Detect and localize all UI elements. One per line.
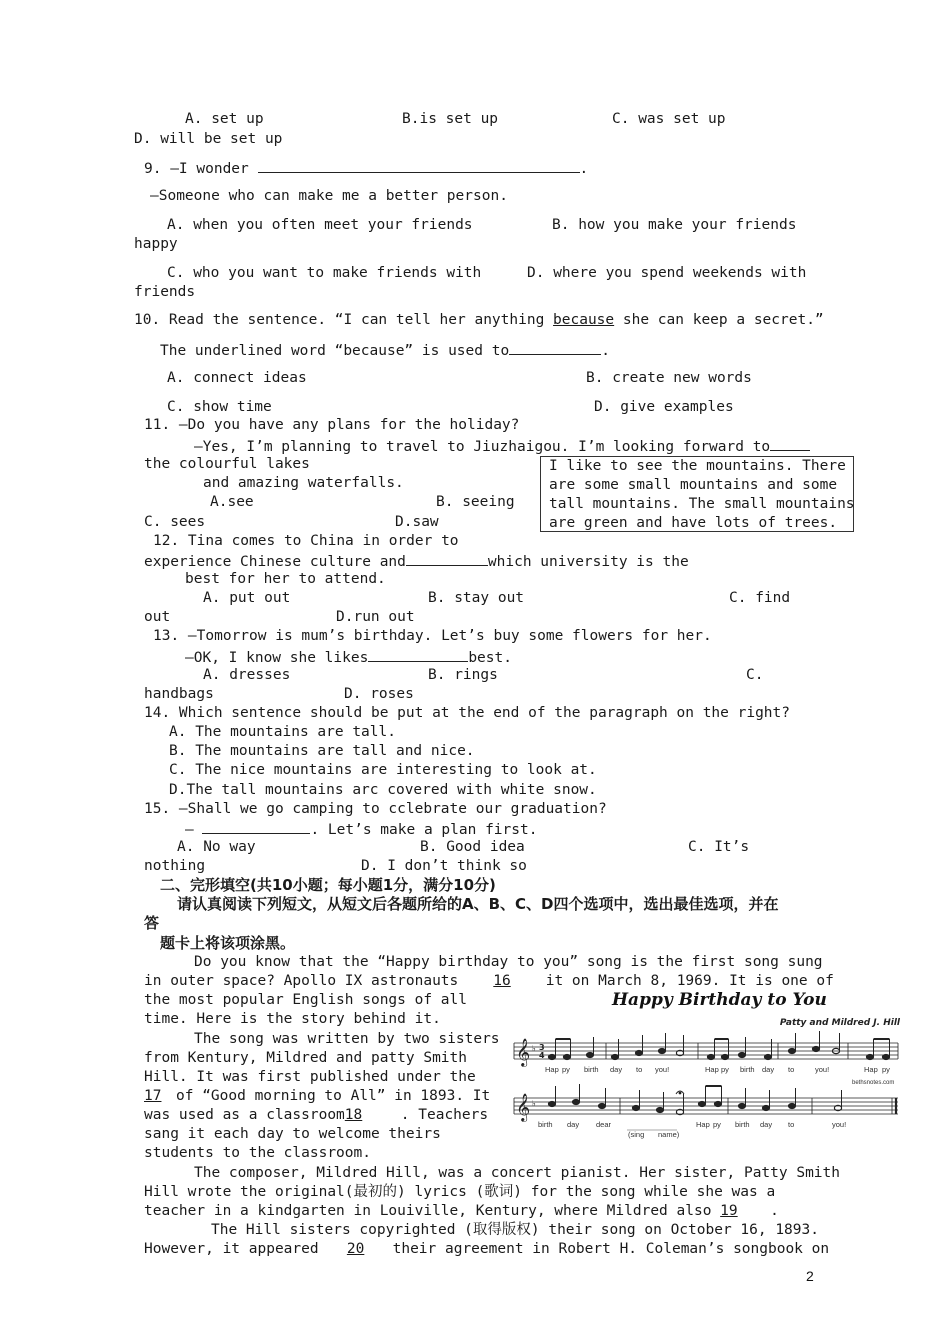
q12-line3: best for her to attend. [185, 571, 386, 587]
lyric-syllable: py [562, 1065, 570, 1074]
q13-option-c-cont: handbags [144, 686, 214, 702]
q11-line3: the colourful lakes [144, 456, 310, 472]
q13-option-b: B. rings [428, 667, 498, 683]
q9-option-b: B. how you make your friends [552, 217, 797, 233]
q9-option-d: D. where you spend weekends with [527, 265, 807, 281]
passage-line: sang it each day to welcome theirs [144, 1126, 441, 1142]
q13-option-a: A. dresses [203, 667, 291, 683]
treble-clef-icon: 𝄞 [516, 1038, 531, 1066]
q12-stem: 12. Tina comes to China in order to [153, 533, 459, 549]
lyric-syllable: birth [584, 1065, 599, 1074]
passage-line: time. Here is the story behind it. [144, 1011, 441, 1027]
q11-option-d: D.saw [395, 514, 439, 530]
lyric-syllable: day [610, 1065, 623, 1074]
q10-option-d: D. give examples [594, 399, 734, 415]
q10-option-b: B. create new words [586, 370, 752, 386]
q9-option-b-cont: happy [134, 236, 178, 252]
lyric-syllable: to [636, 1065, 643, 1074]
passage-line: 17 of “Good morning to All” in 1893. It [144, 1088, 491, 1104]
q15-option-a: A. No way [177, 839, 256, 855]
q10-option-a: A. connect ideas [167, 370, 307, 386]
score-author: Patty and Mildred J. Hill [779, 1018, 900, 1028]
passage-line: teacher in a kindgarten in Louiville, Kentury, where Mildred also 19 . [144, 1203, 779, 1219]
lyric-syllable: (sing [628, 1130, 645, 1139]
passage-line: students to the classroom. [144, 1145, 371, 1161]
q13-stem: 13. —Tomorrow is mum’s birthday. Let’s buy some flowers for her. [153, 628, 712, 644]
q9-answer-blank [258, 158, 580, 173]
passage-line: The song was written by two sisters [194, 1031, 500, 1047]
lyric-syllable: Hap [864, 1065, 878, 1074]
q11-line4: and amazing waterfalls. [203, 475, 404, 491]
q9-option-a: A. when you often meet your friends [167, 217, 473, 233]
q9-reply: —Someone who can make me a better person. [150, 188, 508, 204]
q15-answer-blank [202, 819, 310, 834]
q14-option-a: A. The mountains are tall. [169, 724, 396, 740]
lyric-syllable: to [788, 1065, 795, 1074]
q12-option-c-cont: out [144, 609, 171, 625]
q12-option-d: D.run out [336, 609, 415, 625]
section-heading: 二、完形填空(共10小题；每小题1分，满分10分) [160, 876, 496, 894]
q8-option-d: D. will be set up [134, 131, 283, 147]
lyric-syllable: day [567, 1120, 580, 1129]
q9-stem: 9. —I wonder . [144, 158, 588, 179]
passage-line: The composer, Mildred Hill, was a concert pianist. Her sister, Patty Smith [194, 1165, 841, 1181]
q12-option-b: B. stay out [428, 590, 525, 606]
q12-option-c: C. find [729, 590, 791, 606]
svg-text:3: 3 [539, 1043, 545, 1052]
q14-option-d: D.The tall mountains arc covered with white snow. [169, 782, 597, 798]
passage-line: Hill. It was first published under the [144, 1069, 476, 1085]
lyrics-layer [512, 990, 900, 1140]
q11-answer-blank [770, 436, 810, 451]
box-line: are some small mountains and some [549, 477, 838, 493]
lyric-syllable: birth [740, 1065, 755, 1074]
blank-16: 16 [493, 973, 511, 989]
q9-option-d-cont: friends [134, 284, 196, 300]
q15-option-b: B. Good idea [420, 839, 525, 855]
blank-18: 18 [344, 1107, 363, 1123]
svg-text:♭: ♭ [532, 1099, 536, 1108]
box-line: are green and have lots of trees. [549, 515, 838, 531]
passage-line: The Hill sisters copyrighted (取得版权) their song on October 16, 1893. [211, 1222, 819, 1238]
q9-option-c: C. who you want to make friends with [167, 265, 482, 281]
q11-option-b: B. seeing [436, 494, 515, 510]
q8-option-c: C. was set up [612, 111, 726, 127]
q10-line2: The underlined word “because” is used to . [160, 340, 610, 361]
passage-line: from Kentury, Mildred and patty Smith [144, 1050, 468, 1066]
q8-option-b: B.is set up [402, 111, 499, 127]
q12-option-a: A. put out [203, 590, 291, 606]
q10-answer-blank [509, 340, 601, 355]
passage-line: However, it appeared 20 their agreement in Robert H. Coleman’s songbook on [144, 1241, 830, 1257]
section-instructions-line2: 题卡上将该项涂黑。 [160, 934, 296, 952]
q13-reply: —OK, I know she likes best. [185, 647, 512, 668]
lyric-syllable: py [721, 1065, 729, 1074]
lyric-syllable: Hap [696, 1120, 710, 1129]
lyric-syllable: day [760, 1120, 773, 1129]
lyric-syllable: py [713, 1120, 721, 1129]
svg-text:♭: ♭ [532, 1044, 536, 1053]
q10-option-c: C. show time [167, 399, 272, 415]
q11-reply: —Yes, I’m planning to travel to Jiuzhaigou. I’m looking forward to [194, 436, 810, 457]
q12-line2: experience Chinese culture and which university is the [144, 551, 689, 572]
box-line: I like to see the mountains. There [549, 458, 846, 474]
q11-stem: 11. —Do you have any plans for the holiday? [144, 417, 520, 433]
q15-option-d: D. I don’t think so [361, 858, 527, 874]
passage-line: Hill wrote the original(最初的) lyrics (歌词) for the song while she was a [144, 1184, 776, 1200]
blank-19: 19 [720, 1203, 738, 1219]
blank-17: 17 [144, 1088, 162, 1104]
lyric-syllable: to [788, 1120, 795, 1129]
lyric-syllable: dear [596, 1120, 612, 1129]
lyric-syllable: you! [832, 1120, 847, 1129]
passage-line: Do you know that the “Happy birthday to you” song is the first song sung [194, 954, 823, 970]
q14-option-c: C. The nice mountains are interesting to look at. [169, 762, 597, 778]
lyric-syllable: name) [658, 1130, 680, 1139]
underlined-word: because [553, 312, 615, 328]
section-instructions-cont: 答 [144, 914, 160, 932]
passage-line: the most popular English songs of all [144, 992, 468, 1008]
lyric-syllable: Hap [545, 1065, 559, 1074]
q15-option-c-cont: nothing [144, 858, 206, 874]
q13-option-c: C. [746, 667, 764, 683]
q15-option-c: C. It’s [688, 839, 750, 855]
sheet-music-image [512, 990, 900, 1140]
section-instructions: 请认真阅读下列短文，从短文后各题所给的A、B、C、D四个选项中，选出最佳选项，并在 [177, 895, 779, 913]
passage-line: was used as a classroom18 . Teachers [144, 1107, 489, 1123]
q14-stem: 14. Which sentence should be put at the end of the paragraph on the right? [144, 705, 791, 721]
q15-reply: — . Let’s make a plan first. [185, 819, 537, 840]
q8-option-a: A. set up [185, 111, 264, 127]
svg-text:𝄞: 𝄞 [516, 1093, 531, 1121]
svg-text:4: 4 [539, 1051, 545, 1060]
q14-option-b: B. The mountains are tall and nice. [169, 743, 475, 759]
lyric-syllable: birth [538, 1120, 553, 1129]
q11-option-c: C. sees [144, 514, 206, 530]
q11-option-a: A.see [210, 494, 254, 510]
page-number: 2 [806, 1268, 814, 1284]
lyric-syllable: birth [735, 1120, 750, 1129]
lyric-syllable: Hap [705, 1065, 719, 1074]
passage-line: in outer space? Apollo IX astronauts 16 it on March 8, 1969. It is one of [144, 973, 834, 989]
q13-answer-blank [368, 647, 468, 662]
q13-option-d: D. roses [344, 686, 414, 702]
paragraph-box [540, 456, 854, 532]
lyric-syllable: day [762, 1065, 775, 1074]
score-title: Happy Birthday to You [612, 990, 827, 1010]
lyric-syllable: you! [655, 1065, 670, 1074]
q10-stem: 10. Read the sentence. “I can tell her anything because she can keep a secret.” [134, 312, 824, 328]
score-website: bethsnotes.com [852, 1080, 895, 1086]
blank-20: 20 [346, 1241, 365, 1257]
box-line: tall mountains. The small mountains [549, 496, 855, 512]
q15-stem: 15. —Shall we go camping to cclebrate our graduation? [144, 801, 607, 817]
q12-answer-blank [406, 551, 488, 566]
lyric-syllable: py [882, 1065, 890, 1074]
lyric-syllable: you! [815, 1065, 830, 1074]
